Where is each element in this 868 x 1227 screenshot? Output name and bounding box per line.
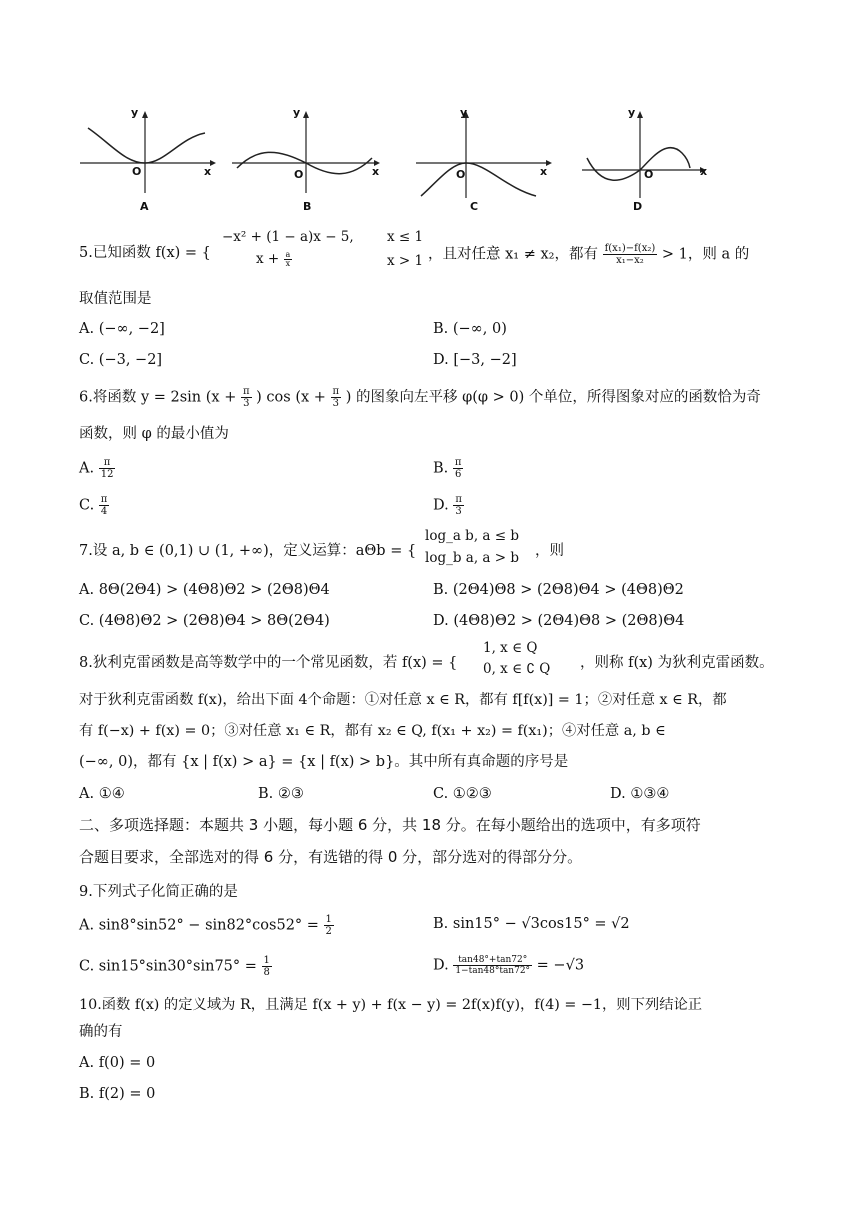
q7-piece1: log_a b, a ≤ b — [425, 528, 519, 544]
q10-option-b[interactable]: B. f(2) = 0 — [79, 1086, 156, 1102]
q5-option-a[interactable]: A. (−∞, −2] — [79, 321, 165, 337]
q9-option-b[interactable]: B. sin15° − √3cos15° = √2 — [433, 916, 630, 932]
q8-suffix: ，则称 f(x) 为狄利克雷函数。 — [580, 655, 774, 671]
graph-d — [582, 108, 712, 203]
q6-line1: 6.将函数 y = 2sin (x + $\frac{\pi}{3}$ ) cos (x + $\frac{\pi}{3}$ ) 的图象向左平移 φ(φ > 0) 个单位，所得图象对应的函数恰为奇 — [79, 386, 761, 409]
q5-piece2-frac: $\frac{a}{x}$ — [285, 250, 291, 268]
graph-a-origin: O — [132, 165, 142, 178]
q5-piece1-expr: −x² + (1 − a)x − 5, — [222, 229, 354, 245]
q8-line2: 对于狄利克雷函数 f(x)，给出下面 4个命题：①对任意 x ∈ R，都有 f[f(x)] = 1；②对任意 x ∈ R，都 — [79, 692, 727, 708]
graph-a — [80, 108, 220, 203]
q5-fraction: $\frac{\text{f(x₁)−f(x₂)}}{\text{x₁−x₂}}$ — [604, 243, 656, 266]
graph-d-label: D — [633, 200, 643, 213]
q5-option-c[interactable]: C. (−3, −2] — [79, 352, 163, 368]
graph-c-x-label: x — [540, 165, 548, 178]
q5-option-b[interactable]: B. (−∞, 0) — [433, 321, 507, 337]
graph-d-y-label: y — [628, 106, 636, 119]
q7-option-a[interactable]: A. 8Θ(2Θ4) > (4Θ8)Θ2 > (2Θ8)Θ4 — [79, 582, 330, 598]
q8-option-a[interactable]: A. ①④ — [79, 786, 125, 802]
q7-option-d[interactable]: D. (4Θ8)Θ2 > (2Θ4)Θ8 > (2Θ8)Θ4 — [433, 613, 685, 629]
q8-prefix: 8.狄利克雷函数是高等数学中的一个常见函数，若 f(x) = { — [79, 655, 458, 671]
q5-piece2-expr: x + — [256, 251, 280, 267]
q5-piece1-cond: x ≤ 1 — [387, 229, 424, 245]
graph-a-x-label: x — [204, 165, 212, 178]
graph-b-label: B — [303, 200, 312, 213]
q5-condition: ，且对任意 x₁ ≠ x₂，都有 $\frac{\text{f(x₁)−f(x₂)}}{\text{x₁−x₂}}$ > 1，则 a 的 — [428, 243, 750, 266]
graph-b — [232, 108, 382, 203]
q10-option-a[interactable]: A. f(0) = 0 — [79, 1055, 156, 1071]
q7-piece2: log_b a, a > b — [425, 550, 519, 566]
q7-prefix: 7.设 a, b ∈ (0,1) ∪ (1, +∞)，定义运算：aΘb = { — [79, 543, 417, 559]
q5-piece2 — [256, 251, 292, 268]
q9-option-d[interactable]: D. $\frac{\tan 48^\circ+\tan 72^\circ}{1-\tan 48^\circ\tan 72^\circ}$ = −√3 — [433, 955, 585, 976]
graph-c-label: C — [470, 200, 479, 213]
section-2-line1: 二、多项选择题：本题共 3 小题，每小题 6 分，共 18 分。在每小题给出的选项中，有多项符 — [79, 816, 701, 834]
q8-option-b[interactable]: B. ②③ — [258, 786, 304, 802]
q9-option-a[interactable]: A. sin8°sin52° − sin82°cos52° = $\frac{1}{2}$ — [79, 914, 332, 937]
q6-option-b[interactable]: B. $\frac{\pi}{6}$ — [433, 457, 462, 480]
q9-option-c[interactable]: C. sin15°sin30°sin75° = $\frac{1}{8}$ — [79, 955, 270, 978]
q8-line4: (−∞, 0)，都有 {x | f(x) > a} = {x | f(x) > b}。其中所有真命题的序号是 — [79, 754, 569, 770]
q5-option-d[interactable]: D. [−3, −2] — [433, 352, 517, 368]
q7-option-b[interactable]: B. (2Θ4)Θ8 > (2Θ8)Θ4 > (4Θ8)Θ2 — [433, 582, 684, 598]
graph-c — [416, 108, 556, 203]
q7-suffix: ，则 — [535, 543, 564, 559]
q8-line3: 有 f(−x) + f(x) = 0；③对任意 x₁ ∈ R，都有 x₂ ∈ Q, f(x₁ + x₂) = f(x₁)；④对任意 a, b ∈ — [79, 723, 666, 739]
q8-option-d[interactable]: D. ①③④ — [610, 786, 670, 802]
q8-option-c[interactable]: C. ①②③ — [433, 786, 492, 802]
q8-piece2: 0, x ∈ ∁ Q — [483, 661, 551, 677]
q6-option-d[interactable]: D. $\frac{\pi}{3}$ — [433, 494, 462, 517]
q6-option-c[interactable]: C. $\frac{\pi}{4}$ — [79, 494, 108, 517]
graph-a-label: A — [140, 200, 149, 213]
graph-c-origin: O — [456, 168, 466, 181]
graph-d-x-label: x — [700, 165, 708, 178]
q6-line2: 函数，则 φ 的最小值为 — [79, 426, 229, 442]
graph-b-origin: O — [294, 168, 304, 181]
q5-line2: 取值范围是 — [79, 291, 152, 307]
graph-b-x-label: x — [372, 165, 380, 178]
graph-c-y-label: y — [460, 106, 468, 119]
q5-piece2-cond: x > 1 — [387, 253, 424, 269]
graph-a-y-label: y — [131, 106, 139, 119]
q6-option-a[interactable]: A. $\frac{\pi}{12}$ — [79, 457, 114, 480]
graph-d-origin: O — [644, 168, 654, 181]
q9-stem: 9.下列式子化简正确的是 — [79, 884, 238, 900]
q5-prefix: 5.已知函数 f(x) = { — [79, 245, 211, 261]
q10-line2: 确的有 — [79, 1024, 123, 1040]
q8-piece1: 1, x ∈ Q — [483, 640, 538, 656]
graph-b-y-label: y — [293, 106, 301, 119]
q10-line1: 10.函数 f(x) 的定义域为 R，且满足 f(x + y) + f(x − y) = 2f(x)f(y)，f(4) = −1，则下列结论正 — [79, 997, 703, 1013]
section-2-line2: 合题目要求，全部选对的得 6 分，有选错的得 0 分，部分选对的得部分分。 — [79, 848, 583, 866]
q7-option-c[interactable]: C. (4Θ8)Θ2 > (2Θ8)Θ4 > 8Θ(2Θ4) — [79, 613, 330, 629]
